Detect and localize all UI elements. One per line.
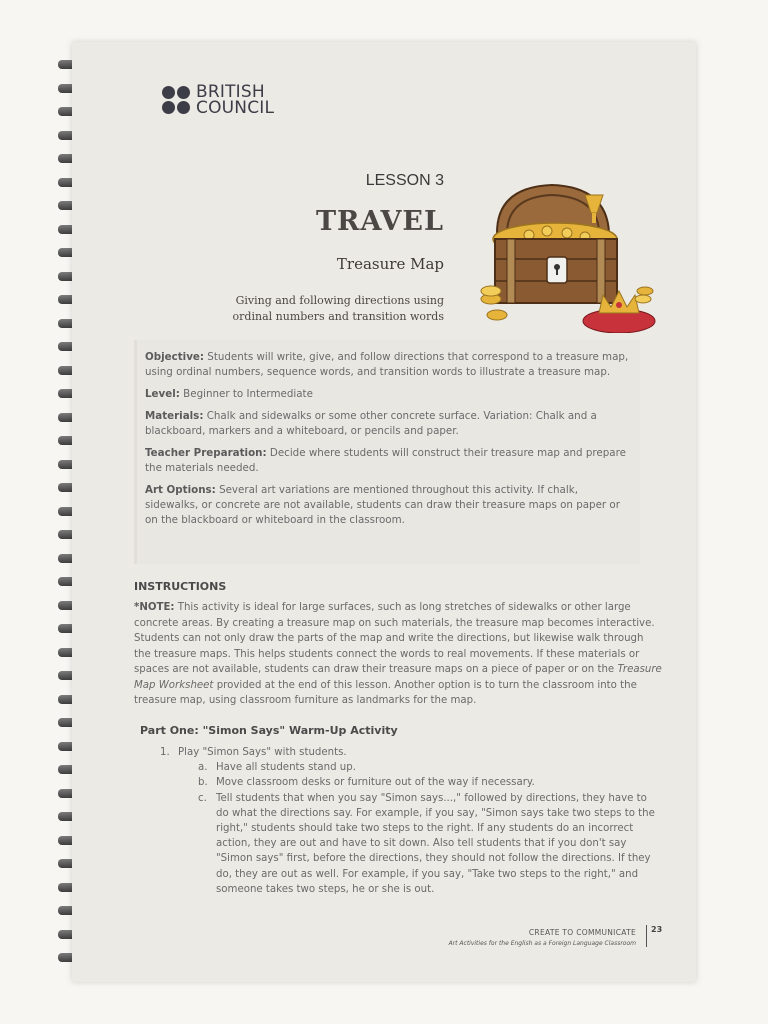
part-one-heading: Part One: "Simon Says" Warm-Up Activity xyxy=(140,724,398,737)
level-text: Level: Beginner to Intermediate xyxy=(145,388,313,400)
art-options-text: Art Options: Several art variations are mentioned throughout this activity. If chalk, sidewalks, or concrete are not available, students can draw their treasure maps on paper or on the blackboard or whiteboard in the classroom. xyxy=(145,484,620,526)
logo-dots-icon xyxy=(162,86,190,114)
lesson-title: TRAVEL xyxy=(315,206,444,237)
footer-book-title: Art Activities for the English as a Foreign Language Classroom xyxy=(448,940,636,947)
lesson-subtitle: Treasure Map xyxy=(336,255,444,273)
part-one-steps xyxy=(160,745,660,897)
lesson-description: Giving and following directions using ordinal numbers and transition words xyxy=(232,294,444,323)
sub-item: b. Move classroom desks or furniture out of the way if necessary. xyxy=(198,777,535,789)
british-council-logo xyxy=(162,84,274,116)
treasure-chest-illustration xyxy=(477,173,657,333)
page-number: 23 xyxy=(646,925,662,947)
teacher-preparation-text: Teacher Preparation: Decide where students will construct their treasure map and prepare the materials needed. xyxy=(145,447,626,474)
footer-series: CREATE TO COMMUNICATE xyxy=(528,928,636,937)
materials-text: Materials: Chalk and sidewalks or some other concrete surface. Variation: Chalk and a blackboard, markers and a whiteboard, or pencils and paper. xyxy=(145,410,597,437)
logo-line-1: BRITISH xyxy=(196,82,265,102)
lesson-number: LESSON 3 xyxy=(365,172,444,189)
instructions-heading: INSTRUCTIONS xyxy=(134,580,227,593)
sub-item: c. Tell students that when you say "Simon says...," followed by directions, they have to do what the directions say. For example, if you say, "Simon says take two steps to the right," students should take two steps to the right. If any students do an incorrect action, they are out and have to sit down. Also tell students that if you don't say "Simon says" first, before the directions, they should not follow the directions. If they do, they are out as well. For example, if you say, "Take two steps to the right," and someone takes two steps, he or she is out. xyxy=(198,792,655,895)
step-item: 1. Play "Simon Says" with students. xyxy=(160,747,347,758)
instructions-note: *NOTE: This activity is ideal for large surfaces, such as long stretches of sidewalks or other large concrete areas. By creating a treasure map on such materials, the treasure map becomes interactive. Students can not only draw the parts of the map and write the directions, but likewise walk through the treasure maps. This helps students connect the words to real movements. If these materials or spaces are not available, students can draw their treasure maps on a piece of paper or on the Treasure Map Worksheet provided at the end of this lesson. Another option is to turn the classroom into the treasure map, using classroom furniture as landmarks for the map. xyxy=(134,602,662,706)
objective-text: Objective: Students will write, give, and follow directions that correspond to a treasure map, using ordinal numbers, sequence words, and transition words to illustrate a treasure map. xyxy=(145,351,629,378)
lesson-overview-box xyxy=(134,340,640,564)
logo-line-2: COUNCIL xyxy=(196,98,275,118)
document-page xyxy=(72,42,696,982)
page-footer xyxy=(449,927,636,949)
sub-item: a. Have all students stand up. xyxy=(198,762,356,774)
